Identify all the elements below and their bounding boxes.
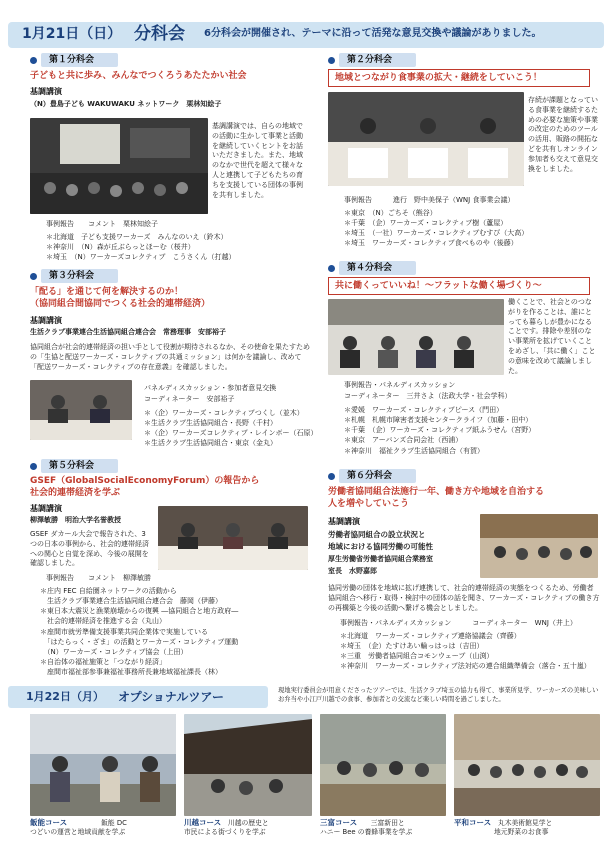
section-4-theme: 共に働くっていいね！～フラットな働く場づくり～ — [328, 277, 590, 295]
list-item: ＊千葉 （企）ワーカーズ・コレクティブ紙ふうせん（宮野） — [344, 426, 536, 435]
section-1-theme: 子どもと共に歩み、みんなでつくろうあたたかい社会 — [30, 71, 247, 81]
list-item: ＊神奈川 ワーカーズ・コレクティブ法対応の連合組織準備会（落合・五十嵐） — [340, 662, 591, 671]
list-item: ＊神奈川 （N）森が丘ぶらっとほーむ（桜井） — [46, 243, 195, 252]
bullet-dot-icon — [30, 463, 37, 470]
list-item: ＊生活クラブ生活協同組合・東京（金丸） — [144, 439, 277, 448]
section-6-body: 協同労働の団体を地域に拡げ連携して、社会的連帯経済の実態をつくるため、労働者協同組合へ移行・取得・検討中の団体の話を聞き、ワーカーズ・コレクティブの働き方の再構築と今後の活動へ繋げる機会としました。 — [328, 584, 600, 612]
section-2-label: 第２分科会 — [339, 53, 416, 67]
tour-lead: 現地実行委員会が用意くださったツアーでは、生活クラブ埼玉の協力も得て、事業所見学、ワーカーズの美味しいお弁当や小江戸川越での食事、参加者との交流など楽しい時間を過ごしました。 — [278, 687, 599, 704]
section-1-label: 第１分科会 — [41, 53, 118, 67]
section-6-theme-line1: 労働者協同組合法施行一年、働き方や地域を自治する — [328, 487, 545, 497]
header-date: 1月21日（日） — [22, 26, 122, 42]
list-item: ＊東京 （N）ごちそ（熊谷） — [344, 209, 437, 217]
course-line1: 三富新田と — [370, 819, 405, 827]
section-5-body: GSEF ダカール大会で報告された、3つの日本の事例から、社会的連帯経済への関心と自覚を深め、今後の展開を確認しました。 — [30, 530, 149, 568]
section-2-report: 事例報告 進行 野中美保子（WNJ 食事業会議） — [344, 196, 515, 204]
section-1-speaker: （N）豊島子ども WAKUWAKU ネットワーク 栗林知絵子 — [30, 100, 222, 108]
section-6-heading — [328, 469, 416, 483]
section-5-photo — [158, 506, 308, 570]
section-1-body: 基調講演では、自らの地域での活動に生かして事業と活動を継続していくヒントをお話いただきました。また、地域のなかで世代を超えて様々な人と連携して子どもたちの育ちを支援している団体の事例を共有しました。 — [212, 122, 303, 199]
section-3-theme-line1: 「配る」を通じて何を解決するのか！ — [30, 287, 184, 297]
section-1-heading — [30, 53, 118, 67]
tour-course-santome — [320, 818, 450, 837]
bullet-dot-icon — [30, 57, 37, 64]
course-name: 川越コース — [184, 818, 222, 827]
section-1-report: 事例報告 コメント 栗林知絵子 — [46, 220, 158, 228]
list-item: 社会的連帯経済を推進する会（丸山） — [40, 617, 166, 626]
section-5-report: 事例報告 コメント 柳澤敏勝 — [46, 574, 151, 582]
section-3-theme-line2: （協同組合間協同でつくる社会的連帯経済） — [30, 299, 211, 309]
course-line2: 市民による街づくりを学ぶ — [184, 828, 266, 837]
section-4-report-line2: コーディネーター 三井さよ（法政大学・社会学科） — [344, 392, 512, 400]
course-name: 平和コース — [454, 818, 492, 827]
course-name: 三富コース — [320, 818, 358, 827]
list-item: ＊北海道 子ども支援ワーカーズ みんなのいえ（鈴木） — [46, 233, 228, 241]
bullet-dot-icon — [328, 57, 335, 64]
course-name: 飯能コース — [30, 818, 68, 827]
section-2-list — [344, 208, 528, 249]
list-item: ＊千葉 （企）ワーカーズ・コレクティブ樹（蘆屋） — [344, 219, 508, 228]
list-item: ＊埼玉 （N）ワーカーズコレクティブ こうさくん（打越） — [46, 253, 236, 262]
list-item: ＊（企）ワーカーズコレクティブ・レインボー（石原） — [144, 429, 318, 438]
list-item: 「はたらっく・ざま」の活動とワーカーズ・コレクティブ運動 — [40, 637, 239, 646]
tour-photo-santome — [320, 714, 446, 816]
section-3-speaker: 生活クラブ事業連合生活協同組合連合会 常務理事 安部裕子 — [30, 328, 226, 336]
section-1-photo — [30, 118, 208, 214]
tour-course-kawagoe — [184, 818, 312, 837]
section-4-list — [344, 405, 535, 456]
tour-course-heiwa — [454, 818, 604, 837]
section-2-theme: 地域とつながり食事業の拡大・継続をしていこう！ — [328, 69, 590, 87]
section-6-photo — [480, 514, 598, 578]
section-3-body: 協同組合が社会的連帯経済の担い手として役割が期待されるなか、その使命を果たすための「生協と配送ワーカーズ・コレクティブの共通ミッション」は何かを議論し、改めて「配送ワーカーズ・コレクティブの存在意義」を確認しました。 — [30, 343, 310, 371]
bullet-dot-icon — [328, 265, 335, 272]
list-item: ＊神奈川 福祉クラブ生活協同組合（有賀） — [344, 446, 484, 455]
list-item: 生活クラブ事業連合生活協同組合連合会 藤岡（伊藤） — [40, 597, 222, 606]
bullet-dot-icon — [30, 273, 37, 280]
section-5-speaker: 柳澤敏勝 明治大学名誉教授 — [30, 516, 121, 524]
tour-date: 1月22日（月） — [26, 690, 104, 703]
header-title: 分科会 — [134, 24, 185, 44]
list-item: ＊東京 アーバンズ合同会社（西浦） — [344, 436, 463, 445]
list-item: ＊生活クラブ生活協同組合・長野（千村） — [144, 419, 277, 428]
list-item: ＊愛媛 ワーカーズ・コレクティブピース（門田） — [344, 406, 504, 414]
section-3-report-line1: パネルディスカッション・参加者意見交換 — [144, 384, 277, 392]
list-item: ＊埼玉 （一社）ワーカーズ・コレクティブむすび（大高） — [344, 229, 529, 238]
section-5-sub: 基調講演 — [30, 504, 62, 513]
section-3-report-line2: コーディネーター 安部裕子 — [144, 395, 235, 403]
tour-photo-kawagoe — [184, 714, 312, 816]
section-6-label: 第６分科会 — [339, 469, 416, 483]
tour-photo-hanno — [30, 714, 176, 816]
list-item: ＊札幌 札幌市障害者支援センタークライフ（加藤・田中） — [344, 416, 533, 425]
section-3-label: 第３分科会 — [41, 269, 118, 283]
tour-bar — [8, 686, 268, 708]
bullet-dot-icon — [328, 473, 335, 480]
section-6-sub-line5: 室長 水野嘉郎 — [328, 567, 377, 575]
course-line1: 川越の歴史と — [227, 819, 269, 827]
section-4-body: 働くことで、社会とのつながりを作ることは、誰にとっても暮らしが豊かになることです。排除や差別のない事業所を拡げていくことをめざし、「共に働く」ことの意味を改めて議論しました。 — [508, 298, 596, 375]
section-6-sub-line2: 労働者協同組合の設立状況と — [328, 530, 426, 539]
course-line1: 丸木美術館見学と — [497, 819, 553, 827]
section-5-theme-line2: 社会的連帯経済を学ぶ — [30, 488, 121, 498]
section-4-label: 第４分科会 — [339, 261, 416, 275]
section-3-photo — [30, 380, 132, 440]
course-line2: つどいの運営と地域貢献を学ぶ — [30, 828, 126, 837]
section-6-list — [340, 631, 591, 672]
section-4-heading — [328, 261, 416, 275]
section-1-list — [46, 232, 236, 262]
section-6-sub: 基調講演 — [328, 517, 360, 526]
section-1-sub: 基調講演 — [30, 87, 62, 96]
list-item: ＊（企）ワーカーズ・コレクティブつくし（並木） — [144, 409, 304, 417]
section-5-list — [40, 586, 238, 677]
list-item: 座間市福祉部参事兼福祉事務所長兼地域福祉課長（林） — [40, 668, 222, 677]
course-line1: 飯能 DC — [101, 819, 127, 827]
list-item: ＊埼玉 （企）たすけあい輪っはっは（吉田） — [340, 642, 484, 651]
tour-header — [8, 686, 604, 710]
section-2-body: 存続が課題となっている食事業を継続するための必要な施策や事業の改定のためのツールの活用、販路の開拓などを共有しオンライン参加者も交えて意見交換をしました。 — [528, 96, 598, 173]
course-line2: ハニー Bee の養蜂事業を学ぶ — [320, 828, 413, 837]
list-item: ＊北海道 ワーカーズ・コレクティブ連絡協議会（齊藤） — [340, 632, 521, 640]
section-4-report-line1: 事例報告・パネルディスカッション — [344, 381, 456, 389]
list-item: ＊三重 労働者協同組合コモンウェーブ（山渕） — [340, 652, 494, 661]
section-6-report: 事例報告・パネルディスカッション コーディネーター WNJ（井上） — [340, 619, 577, 627]
page-header — [8, 22, 604, 48]
tour-title: オプショナルツアー — [118, 690, 224, 704]
list-item: ＊自治体の福祉施策と「つながり経済」 — [40, 657, 166, 666]
section-4-photo — [328, 299, 504, 375]
section-5-label: 第５分科会 — [41, 459, 118, 473]
header-lead: 6分科会が開催され、テーマに沿って活発な意見交換や議論がありました。 — [204, 28, 542, 39]
section-3-heading — [30, 269, 118, 283]
section-2-heading — [328, 53, 416, 67]
section-5-heading — [30, 459, 118, 473]
section-6-theme-line2: 人を増やしていこう — [328, 499, 410, 509]
section-6-sub-line3: 地域における協同労働の可能性 — [328, 542, 433, 551]
section-5-theme-line1: GSEF（GlobalSocialEconomyForum）の報告から — [30, 476, 260, 486]
list-item: （N）ワーカーズ・コレクティブ協会（上田） — [40, 647, 188, 656]
list-item: ＊座間市就労準備支援事業共同企業体で実施している — [40, 627, 208, 636]
course-line2: 地元野菜のお食事 — [494, 828, 549, 837]
tour-photo-heiwa — [454, 714, 600, 816]
section-6-sub-line4: 厚生労働省労働者協同組合業務室 — [328, 555, 433, 563]
tour-course-hanno — [30, 818, 176, 837]
list-item: ＊東日本大震災と漁業崩壊からの復興 ―協同組合と地方政府― — [40, 607, 239, 616]
list-item: ＊埼玉 ワーカーズ・コレクティブ食べものや（後藤） — [344, 239, 518, 248]
section-3-sub: 基調講演 — [30, 316, 62, 325]
section-3-list — [144, 408, 317, 449]
section-2-photo — [328, 92, 524, 186]
list-item: ＊庄内 FEC 自給圏ネットワークの活動から — [40, 587, 177, 595]
